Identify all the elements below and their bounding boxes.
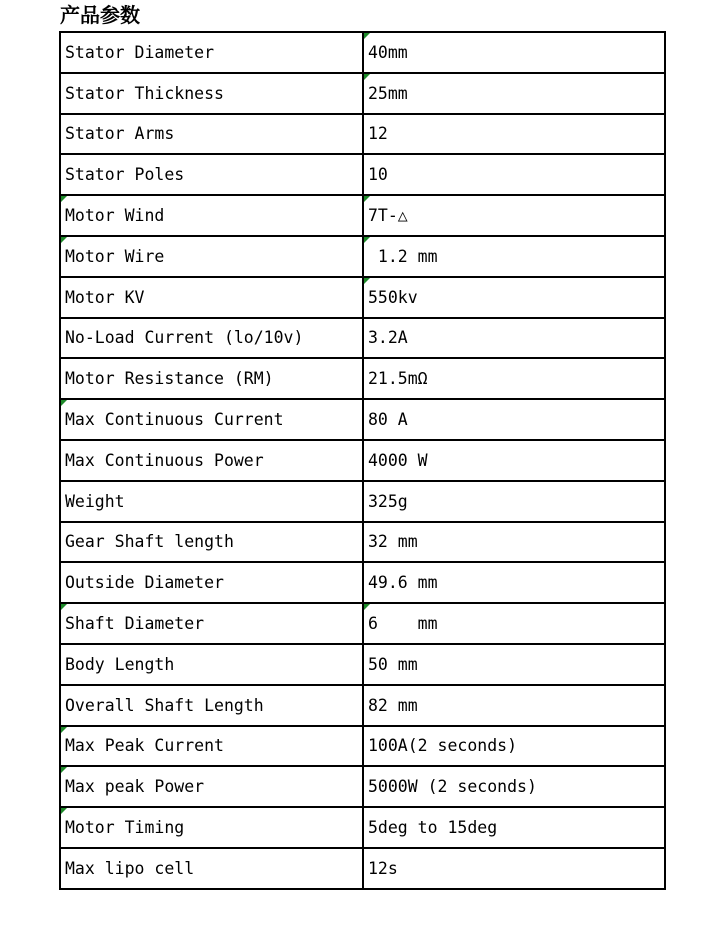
table-row [60, 358, 665, 399]
spec-key: Motor Resistance (RM) [60, 358, 363, 399]
spec-value: 7T-△ [363, 195, 665, 236]
spec-key: Motor Wire [60, 236, 363, 277]
table-row [60, 32, 665, 73]
table-row [60, 685, 665, 726]
spec-key: Max Continuous Current [60, 399, 363, 440]
spec-value: 3.2A [363, 318, 665, 359]
spec-value: 1.2 mm [363, 236, 665, 277]
spec-value: 32 mm [363, 522, 665, 563]
spec-value: 4000 W [363, 440, 665, 481]
table-row [60, 318, 665, 359]
table-row [60, 236, 665, 277]
page-title: 产品参数 [60, 3, 140, 27]
spec-key: Max lipo cell [60, 848, 363, 889]
spec-value: 21.5mΩ [363, 358, 665, 399]
spec-key: Max Peak Current [60, 726, 363, 767]
spec-value: 5000W (2 seconds) [363, 766, 665, 807]
spec-value: 80 A [363, 399, 665, 440]
spec-value: 82 mm [363, 685, 665, 726]
spec-key: Stator Thickness [60, 73, 363, 114]
spec-key: Gear Shaft length [60, 522, 363, 563]
table-row [60, 726, 665, 767]
table-row [60, 603, 665, 644]
spec-value: 100A(2 seconds) [363, 726, 665, 767]
spec-value: 49.6 mm [363, 562, 665, 603]
table-row [60, 848, 665, 889]
table-row [60, 807, 665, 848]
spec-table [59, 31, 666, 890]
spec-value: 550kv [363, 277, 665, 318]
spec-key: Motor Timing [60, 807, 363, 848]
spec-value: 10 [363, 154, 665, 195]
spec-value: 5deg to 15deg [363, 807, 665, 848]
spec-value: 50 mm [363, 644, 665, 685]
table-row [60, 481, 665, 522]
spec-key: Stator Diameter [60, 32, 363, 73]
spec-key: Stator Poles [60, 154, 363, 195]
table-row [60, 114, 665, 155]
table-row [60, 440, 665, 481]
spec-key: Stator Arms [60, 114, 363, 155]
table-row [60, 644, 665, 685]
spec-key: Weight [60, 481, 363, 522]
table-row [60, 562, 665, 603]
table-row [60, 195, 665, 236]
spec-value: 40mm [363, 32, 665, 73]
table-row [60, 154, 665, 195]
spec-key: Motor Wind [60, 195, 363, 236]
table-row [60, 766, 665, 807]
spec-key: Overall Shaft Length [60, 685, 363, 726]
spec-key: Body Length [60, 644, 363, 685]
spec-key: Max peak Power [60, 766, 363, 807]
spec-value: 12s [363, 848, 665, 889]
spec-key: Motor KV [60, 277, 363, 318]
spec-key: Shaft Diameter [60, 603, 363, 644]
spec-key: Max Continuous Power [60, 440, 363, 481]
spec-key: No-Load Current (lo/10v) [60, 318, 363, 359]
spec-key: Outside Diameter [60, 562, 363, 603]
table-row [60, 399, 665, 440]
spec-value: 325g [363, 481, 665, 522]
spec-value: 12 [363, 114, 665, 155]
spec-value: 25mm [363, 73, 665, 114]
table-row [60, 522, 665, 563]
table-row [60, 73, 665, 114]
table-row [60, 277, 665, 318]
spec-value: 6 mm [363, 603, 665, 644]
